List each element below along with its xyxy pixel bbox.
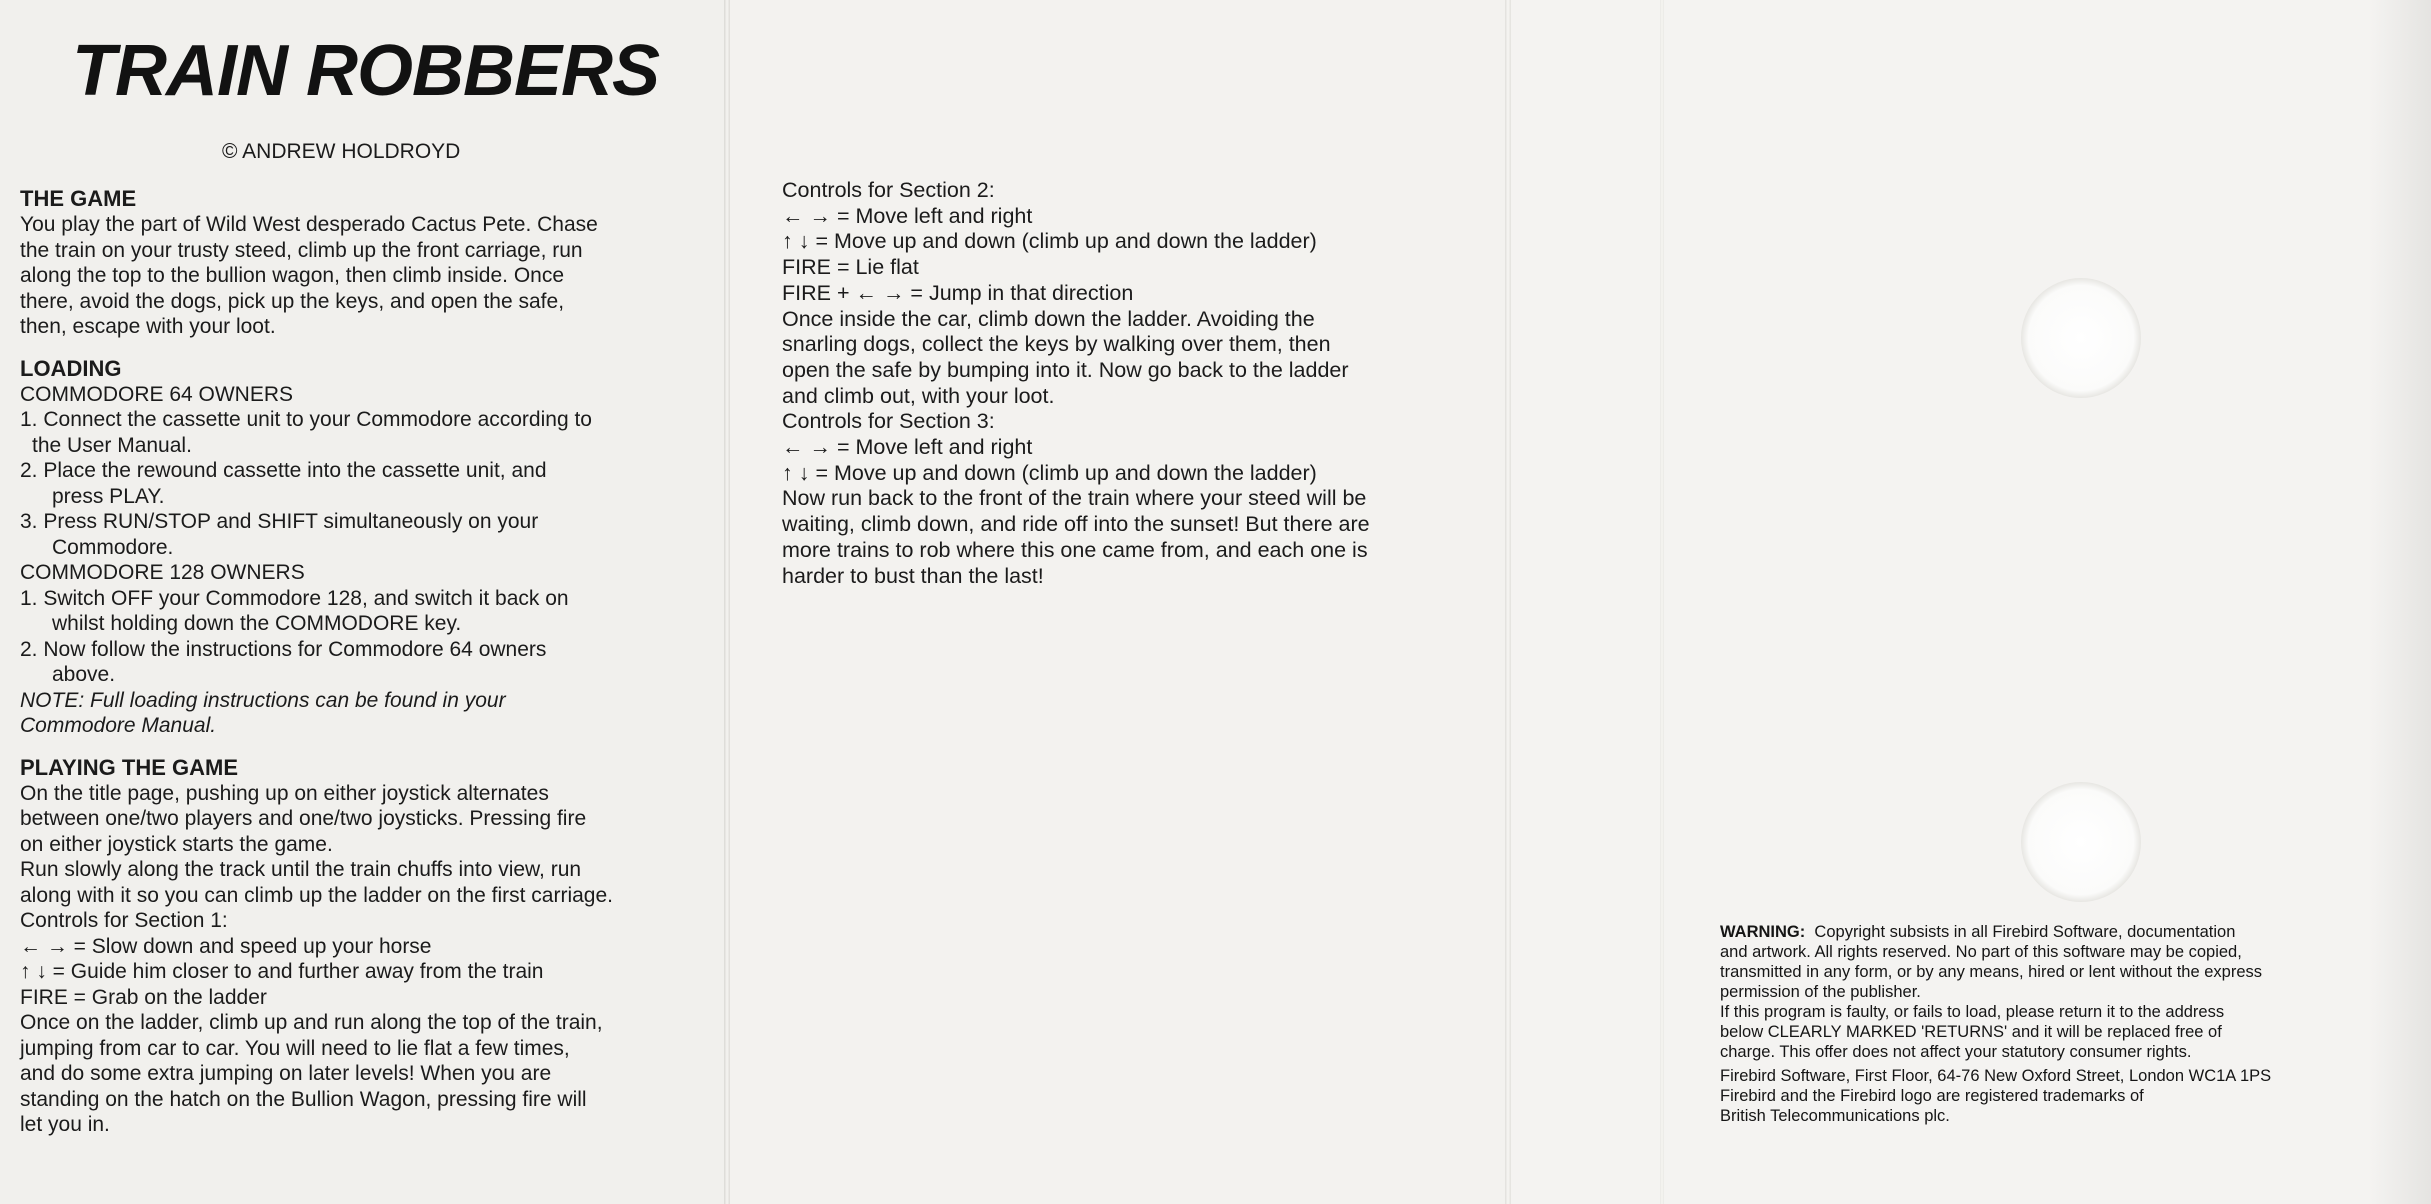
section-heading-loading: LOADING	[20, 355, 122, 381]
text-line: jumping from car to car. You will need to lie flat a few times,	[20, 1036, 570, 1060]
text-line: more trains to rob where this one came from, and each one is	[782, 537, 1368, 562]
text-line: open the safe by bumping into it. Now go back to the ladder	[782, 357, 1349, 382]
text-line: Run slowly along the track until the train chuffs into view, run	[20, 858, 582, 881]
text-line: on either joystick starts the game.	[20, 832, 333, 856]
trademark-line: Firebird and the Firebird logo are registered trademarks of	[1720, 1087, 2144, 1105]
warning-line: below CLEARLY MARKED 'RETURNS' and it will be replaced free of	[1720, 1023, 2222, 1041]
controls-heading: Controls for Section 2:	[782, 178, 995, 202]
control-line: FIRE = Lie flat	[782, 255, 919, 280]
loading-note: Commodore Manual.	[20, 714, 217, 737]
warning-line: transmitted in any form, or by any means, hired or lent without the express	[1720, 963, 2263, 981]
text-line: and do some extra jumping on later levels! When you are	[20, 1062, 552, 1085]
warning-block	[1720, 922, 2271, 1126]
text-line: Now run back to the front of the train where your steed will be	[782, 486, 1367, 511]
game-title: TRAIN ROBBERS	[72, 31, 660, 111]
list-item: 2. Place the rewound cassette into the cassette unit, and	[20, 459, 547, 482]
warning-line: If this program is faulty, or fails to load, please return it to the address	[1720, 1003, 2225, 1021]
paper-edge-shadow	[2370, 0, 2431, 1204]
text-line: Once inside the car, climb down the ladder. Avoiding the	[782, 306, 1315, 331]
subheading-c128: COMMODORE 128 OWNERS	[20, 561, 305, 584]
controls-heading: Controls for Section 3:	[782, 409, 995, 434]
control-line: FIRE = Grab on the ladder	[20, 985, 267, 1009]
text-line: waiting, climb down, and ride off into the sunset! But there are	[782, 512, 1370, 537]
control-line: ← → = Move left and right	[782, 203, 1033, 228]
control-line: ← → = Slow down and speed up your horse	[20, 934, 432, 958]
text-line: let you in.	[20, 1113, 110, 1136]
control-line: ← → = Move left and right	[782, 435, 1033, 460]
list-item: 1. Switch OFF your Commodore 128, and switch it back on	[20, 586, 569, 610]
text-line: snarling dogs, collect the keys by walking over them, then	[782, 332, 1331, 357]
loading-note: NOTE: Full loading instructions can be found in your	[20, 688, 506, 712]
text-line: Once on the ladder, climb up and run along the top of the train,	[20, 1011, 603, 1034]
list-item-continuation: press PLAY.	[52, 484, 165, 508]
text-line: then, escape with your loot.	[20, 315, 276, 338]
instructions-column-1	[20, 186, 613, 1138]
fold-line	[1660, 0, 1664, 1204]
control-line: FIRE + ← → = Jump in that direction	[782, 280, 1134, 305]
control-line: ↑ ↓ = Move up and down (climb up and down the ladder)	[782, 460, 1317, 485]
control-line: ↑ ↓ = Guide him closer to and further away from the train	[20, 960, 544, 983]
warning-text: Copyright subsists in all Firebird Software, documentation	[1814, 923, 2236, 941]
text-line: standing on the hatch on the Bullion Wagon, pressing fire will	[20, 1087, 587, 1111]
warning-line: permission of the publisher.	[1720, 983, 1921, 1001]
warning-label: WARNING:	[1720, 923, 1806, 941]
text-line: along with it so you can climb up the ladder on the first carriage.	[20, 883, 613, 907]
warning-line: and artwork. All rights reserved. No part of this software may be copied,	[1720, 943, 2242, 961]
text-line: harder to bust than the last!	[782, 563, 1044, 588]
instructions-column-2	[782, 178, 1370, 589]
cassette-spindle-hole	[2021, 278, 2141, 398]
section-heading-playing: PLAYING THE GAME	[20, 754, 238, 780]
list-item-continuation: whilst holding down the COMMODORE key.	[52, 612, 462, 635]
list-item: 1. Connect the cassette unit to your Commodore according to	[20, 408, 592, 431]
subheading-c64: COMMODORE 64 OWNERS	[20, 382, 294, 406]
list-item-continuation: Commodore.	[52, 535, 174, 559]
controls-heading: Controls for Section 1:	[20, 909, 228, 932]
trademark-line: British Telecommunications plc.	[1720, 1107, 1950, 1125]
text-line: On the title page, pushing up on either joystick alternates	[20, 781, 549, 805]
list-item: 2. Now follow the instructions for Commodore 64 owners	[20, 637, 547, 661]
text-line: and climb out, with your loot.	[782, 383, 1055, 408]
text-line: the train on your trusty steed, climb up the front carriage, run	[20, 238, 583, 262]
fold-line	[1505, 0, 1511, 1204]
text-line: between one/two players and one/two joysticks. Pressing fire	[20, 807, 587, 830]
fold-line	[724, 0, 730, 1204]
copyright-line: © ANDREW HOLDROYD	[222, 140, 461, 163]
publisher-address: Firebird Software, First Floor, 64-76 New Oxford Street, London WC1A 1PS	[1720, 1067, 2272, 1085]
warning-line: charge. This offer does not affect your statutory consumer rights.	[1720, 1043, 2192, 1061]
text-line: there, avoid the dogs, pick up the keys, and open the safe,	[20, 289, 565, 313]
list-item: 3. Press RUN/STOP and SHIFT simultaneously on your	[20, 510, 539, 533]
warning-first-line	[1720, 922, 2271, 942]
text-line: along the top to the bullion wagon, then climb inside. Once	[20, 264, 565, 287]
list-item-continuation: the User Manual.	[32, 433, 192, 457]
control-line: ↑ ↓ = Move up and down (climb up and down the ladder)	[782, 229, 1317, 254]
section-heading-the-game: THE GAME	[20, 186, 137, 211]
list-item-continuation: above.	[52, 663, 116, 686]
text-line: You play the part of Wild West desperado Cactus Pete. Chase	[20, 213, 598, 236]
cassette-spindle-hole	[2021, 782, 2141, 902]
